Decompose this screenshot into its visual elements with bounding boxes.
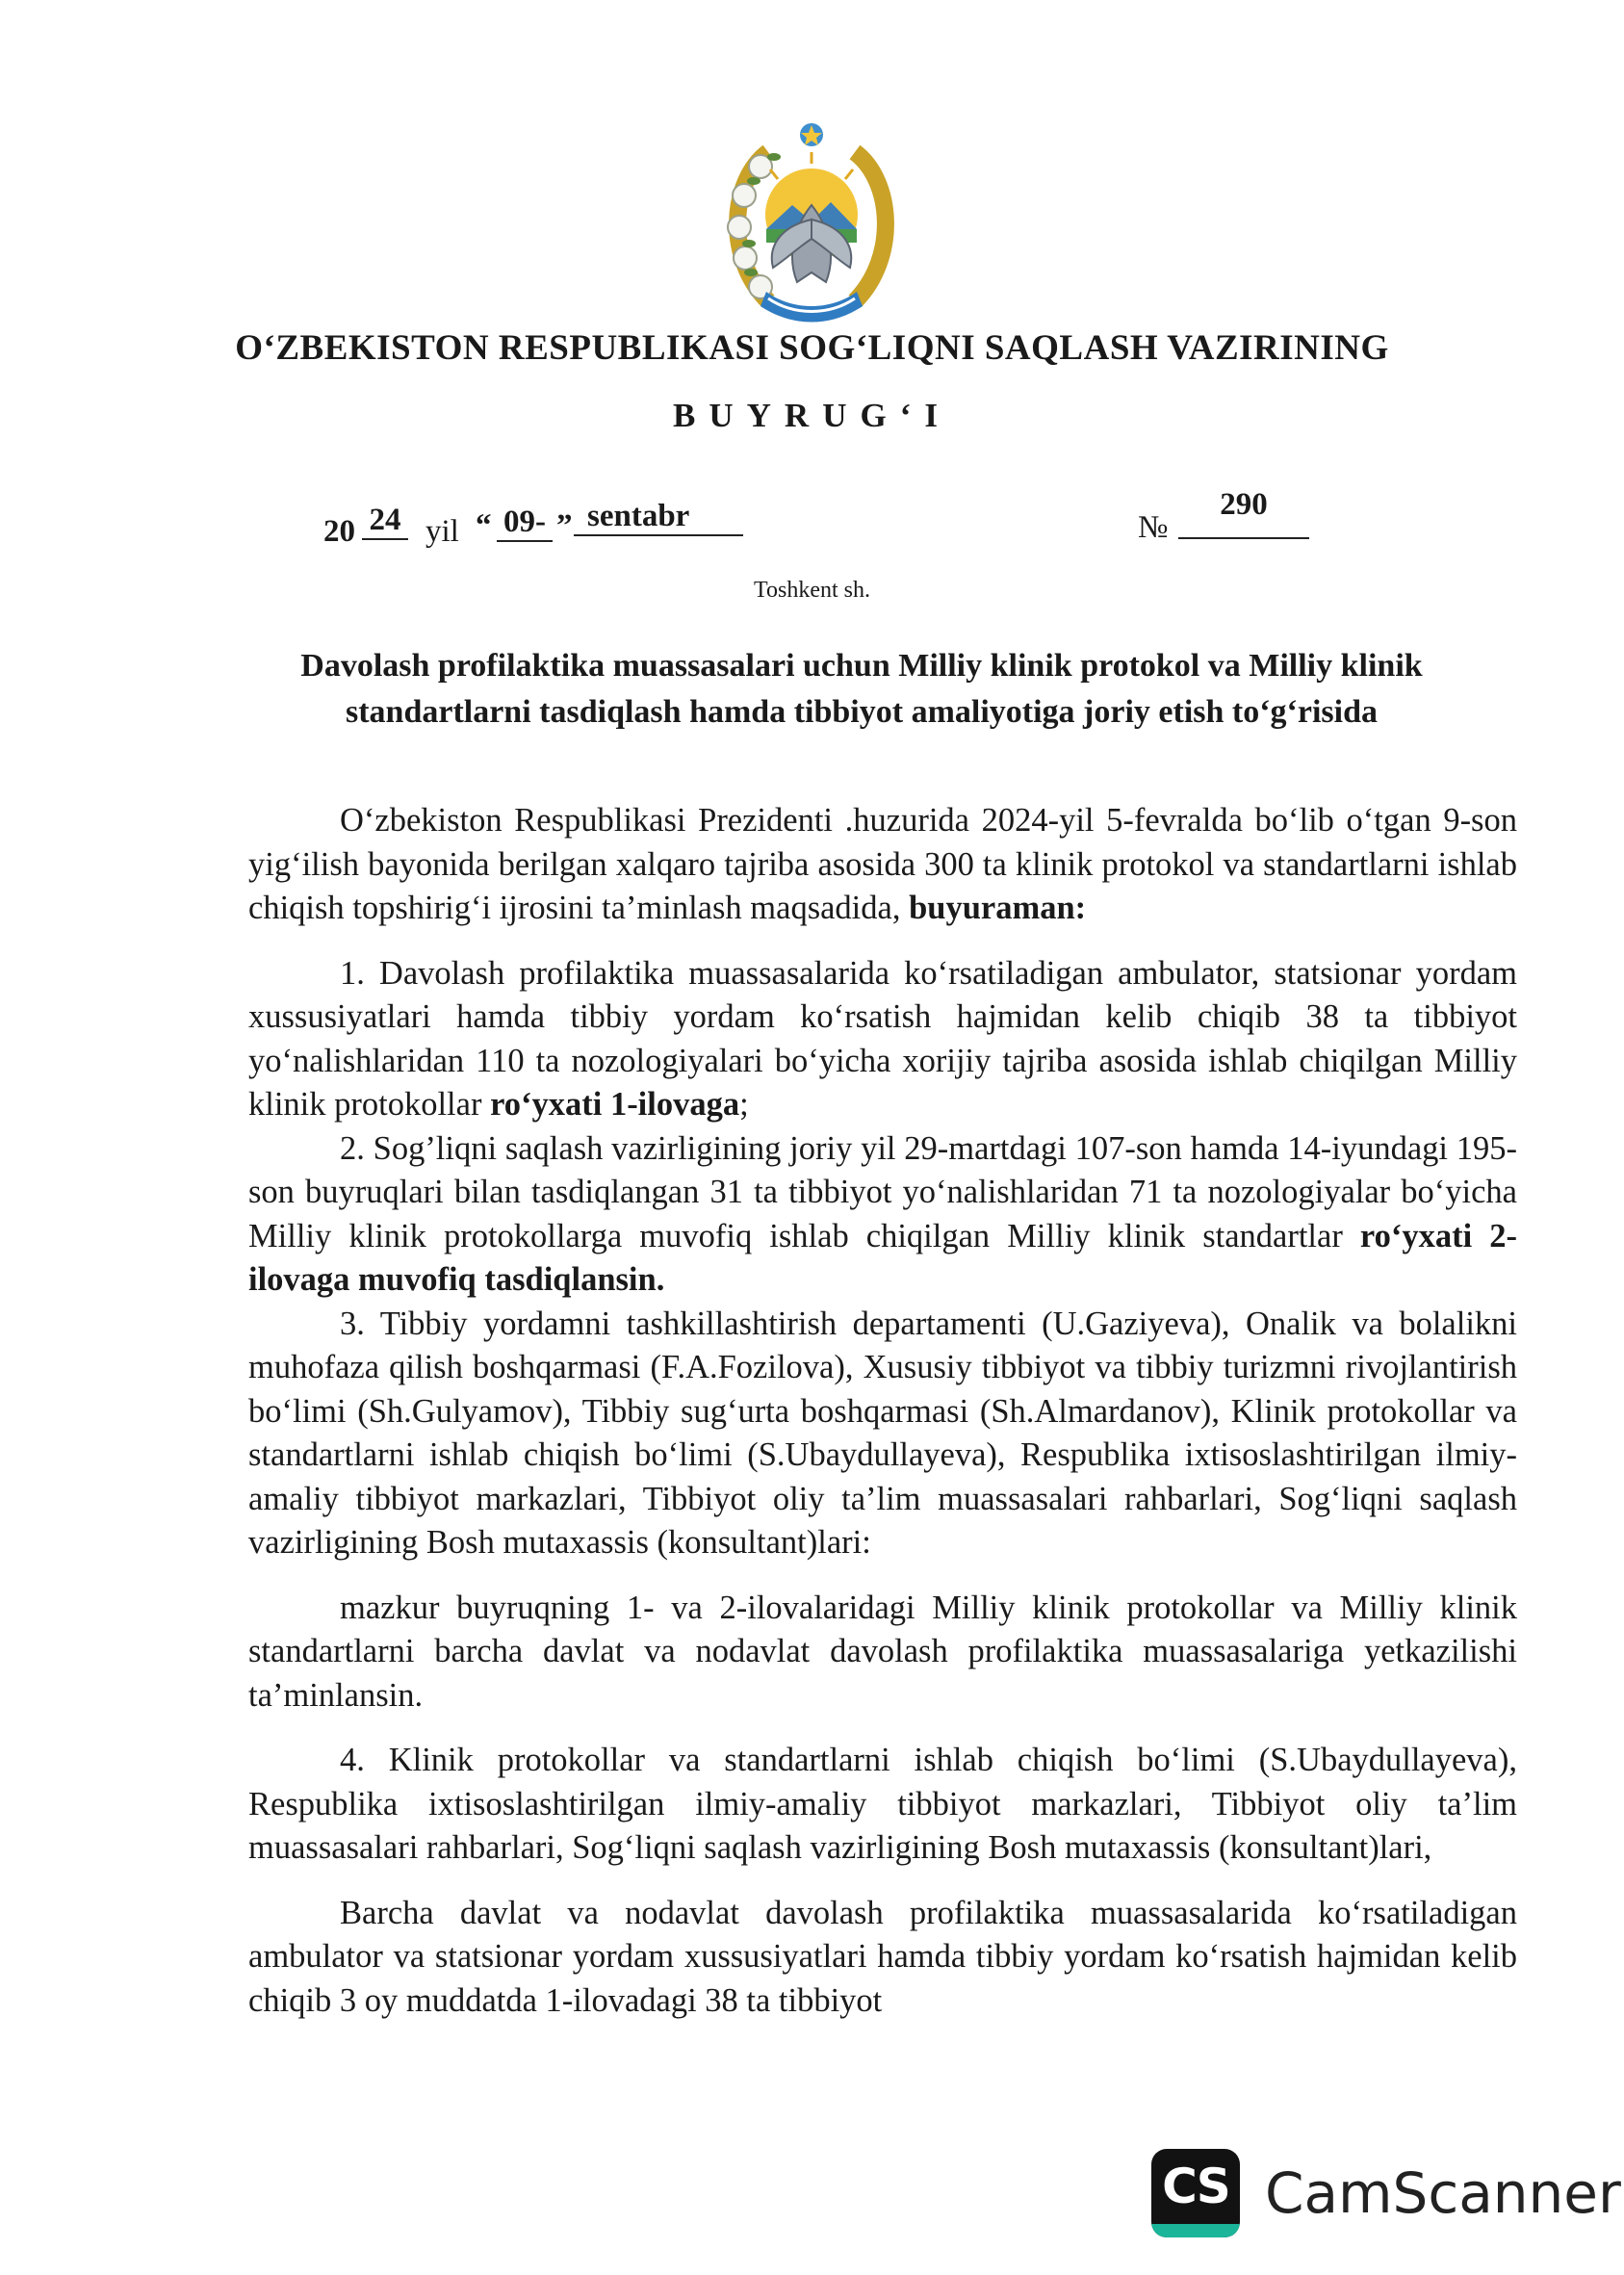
date-year: 24 bbox=[362, 503, 408, 540]
camscanner-watermark bbox=[1151, 2149, 1621, 2241]
date-line bbox=[0, 487, 1624, 551]
number-sign: № bbox=[1138, 510, 1169, 545]
order-number: 290 bbox=[1178, 487, 1309, 539]
paragraph-1-text: 1. Davolash profilaktika muassasalarida ko‘rsatiladigan ambulator, statsionar yordam xussusiyatlari hamda tibbiy yordam ko‘rsatish hajmidan kelib chiqib 38 ta tibbiyot yo‘nalishlaridan 110 ta nozologiyalari bo‘yicha xorijiy tajriba asosida ishlab chiqilgan Milliy klinik protokollar bbox=[248, 954, 1517, 1123]
paragraph-2-bold: ro‘yxati 2-ilovaga muvofiq tasdiqlansin. bbox=[248, 1217, 1518, 1298]
document-title: Davolash profilaktika muassasalari uchun Milliy klinik protokol va Milliy klinik standartlarni tasdiqlash hamda tibbiyot amaliyotiga joriy etish to‘g‘risida bbox=[300, 648, 1423, 730]
paragraph-1-bold: ro‘yxati 1-ilovaga bbox=[490, 1086, 740, 1123]
date-century: 20 bbox=[323, 514, 355, 549]
document-body bbox=[248, 799, 1517, 2023]
paragraph-4-sub: Barcha davlat va nodavlat davolash profilaktika muassasalarida ko‘rsatiladigan ambulator va statsionar yordam xussusiyatlari hamda tibbiy yordam ko‘rsatish hajmidan kelib chiqib 3 oy muddatda 1-ilovadagi 38 ta tibbiyot bbox=[248, 1894, 1517, 2019]
camscanner-badge-stripe bbox=[1151, 2224, 1240, 2237]
state-emblem-icon bbox=[701, 114, 922, 335]
date-open-quote: “ bbox=[476, 508, 492, 543]
camscanner-badge-text: CS bbox=[1162, 2159, 1229, 2214]
paragraph-3: 3. Tibbiy yordamni tashkillashtirish departamenti (U.Gaziyeva), Onalik va bolalikni muhofaza qilish boshqarmasi (F.A.Fozilova), Xususiy tibbiyot va tibbiy turizmni rivojlantirish bo‘limi (Sh.Gulyamov), Tibbiy sug‘urta boshqarmasi (Sh.Almardanov), Klinik protokollar va standartlarni ishlab chiqish bo‘limi (S.Ubaydullayeva), Respublika ixtisoslashtirilgan ilmiy-amaliy tibbiyot markazlari, Tibbiyot oliy ta’lim muassasalari rahbarlari, Sog‘liqni saqlash vazirligining Bosh mutaxassis (konsultant)lari: bbox=[248, 1305, 1517, 1561]
paragraph-2 bbox=[248, 1127, 1517, 1303]
paragraph-3-sub: mazkur buyruqning 1- va 2-ilovalaridagi Milliy klinik protokollar va Milliy klinik standartlarni barcha davlat va nodavlat davolash profilaktika muassasalariga yetkazilishi ta’minlansin. bbox=[248, 1589, 1517, 1714]
camscanner-logo-icon bbox=[1151, 2149, 1240, 2237]
paragraph-2-text: 2. Sog’liqni saqlash vazirligining joriy yil 29-martdagi 107-son hamda 14-iyundagi 195-son buyruqlari bilan tasdiqlangan 31 ta tibbiyot yo‘nalishlaridan 71 ta nozologiyalar bo‘yicha Milliy klinik protokollarga muvofiq ishlab chiqilgan Milliy klinik standartlar bbox=[248, 1129, 1517, 1254]
date-close-quote: ” bbox=[556, 508, 573, 543]
preamble-bold: buyuraman: bbox=[909, 890, 1087, 926]
city-label: Toshkent sh. bbox=[754, 578, 870, 603]
camscanner-name: CamScanner bbox=[1265, 2160, 1621, 2226]
paragraph-1-end: ; bbox=[739, 1086, 749, 1123]
preamble-paragraph bbox=[248, 799, 1517, 931]
paragraph-4: 4. Klinik protokollar va standartlarni ishlab chiqish bo‘limi (S.Ubaydullayeva), Respublika ixtisoslashtirilgan ilmiy-amaliy tibbiyot markazlari, Tibbiyot oliy ta’lim muassasalari rahbarlari, Sog‘liqni saqlash vazirligining Bosh mutaxassis (konsultant)lari, bbox=[248, 1742, 1517, 1866]
date-day: 09- bbox=[497, 504, 553, 542]
preamble-text: O‘zbekiston Respublikasi Prezidenti .huzurida 2024-yil 5-fevralda bo‘lib o‘tgan 9-son yig‘ilish bayonida berilgan xalqaro tajriba asosida 300 ta klinik protokol va standartlarni ishlab chiqish topshirig‘i ijrosini ta’minlash maqsadida, bbox=[248, 802, 1517, 926]
date-month: sentabr bbox=[574, 499, 743, 536]
ministry-heading: O‘ZBEKISTON RESPUBLIKASI SOG‘LIQNI SAQLASH VAZIRINING bbox=[235, 328, 1389, 368]
order-heading: BUYRUG‘I bbox=[673, 397, 951, 434]
date-yil-label: yil bbox=[425, 514, 459, 549]
paragraph-1 bbox=[248, 952, 1517, 1127]
